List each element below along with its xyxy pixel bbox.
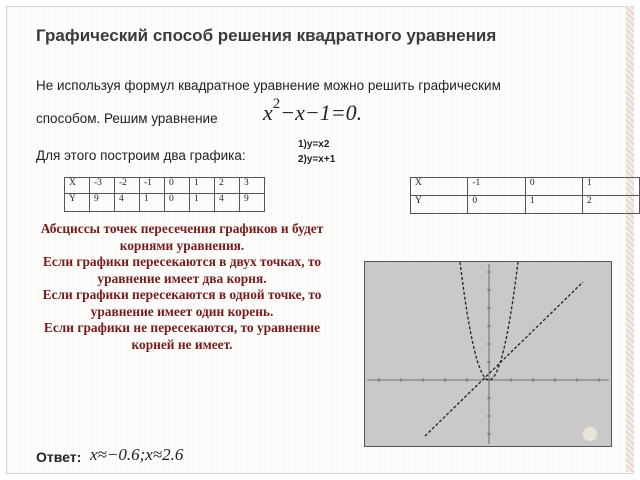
graph-label-1: 1)y=x2 [298, 139, 330, 150]
table-row-y [411, 196, 640, 214]
table-header-y: Y [411, 196, 468, 214]
intro-text-line2: способом. Решим уравнение [36, 111, 218, 126]
function-graph [364, 261, 612, 447]
explanation-paragraph: Абсциссы точек пересечения графиков и будет корнями уравнения. [40, 221, 324, 253]
table-cell: 0 [525, 178, 582, 196]
table-row-y [65, 194, 265, 212]
explanation-paragraph: Если графики пересекаются в двух точках, то уравнение имеет два корня. [42, 254, 322, 286]
table-header-x: X [65, 178, 90, 194]
build-text: Для этого построим два графика: [36, 148, 246, 163]
graph-svg [365, 262, 611, 446]
table-cell: 1 [140, 194, 165, 212]
decorative-circle [582, 426, 598, 442]
table-cell: 0 [165, 194, 190, 212]
intro-text-line1: Не используя формул квадратное уравнение можно решить графическим [36, 78, 501, 93]
table-cell: 1 [582, 178, 639, 196]
table-header-x: X [411, 178, 468, 196]
table-cell: -1 [468, 178, 525, 196]
table-cell: -2 [115, 178, 140, 194]
table-cell: 1 [525, 196, 582, 214]
table-cell: 0 [165, 178, 190, 194]
answer-label: Ответ: [36, 449, 82, 465]
equation-variable: x [263, 100, 273, 125]
table-cell: 2 [582, 196, 639, 214]
table-cell: 1 [190, 178, 215, 194]
table-cell: -1 [140, 178, 165, 194]
table-cell: -3 [90, 178, 115, 194]
slide-title: Графический способ решения квадратного уравнения [36, 26, 497, 45]
table-row-x [411, 178, 640, 196]
table-cell: 2 [215, 178, 240, 194]
table-cell: 4 [215, 194, 240, 212]
table-row-x [65, 178, 265, 194]
explanation-text [22, 221, 342, 353]
table-cell: 9 [240, 194, 265, 212]
table-header-y: Y [65, 194, 90, 212]
table-cell: 4 [115, 194, 140, 212]
table-cell: 9 [90, 194, 115, 212]
decorative-stripe [626, 6, 634, 472]
table-cell: 3 [240, 178, 265, 194]
equation-exponent: 2 [272, 96, 281, 112]
equation-rest: −x−1=0. [280, 100, 363, 125]
answer-value: x≈−0.6;x≈2.6 [90, 445, 184, 464]
equation [263, 96, 363, 126]
values-table-parabola [64, 177, 265, 212]
graph-label-2: 2)y=x+1 [298, 154, 336, 165]
explanation-paragraph: Если графики не пересекаются, то уравнение корней не имеет. [43, 320, 321, 352]
explanation-paragraph: Если графики пересекаются в одной точке, то уравнение имеет один корень. [42, 287, 322, 319]
table-cell: 0 [468, 196, 525, 214]
table-cell: 1 [190, 194, 215, 212]
values-table-line [410, 177, 640, 214]
line-y-x-plus-1 [425, 282, 583, 436]
